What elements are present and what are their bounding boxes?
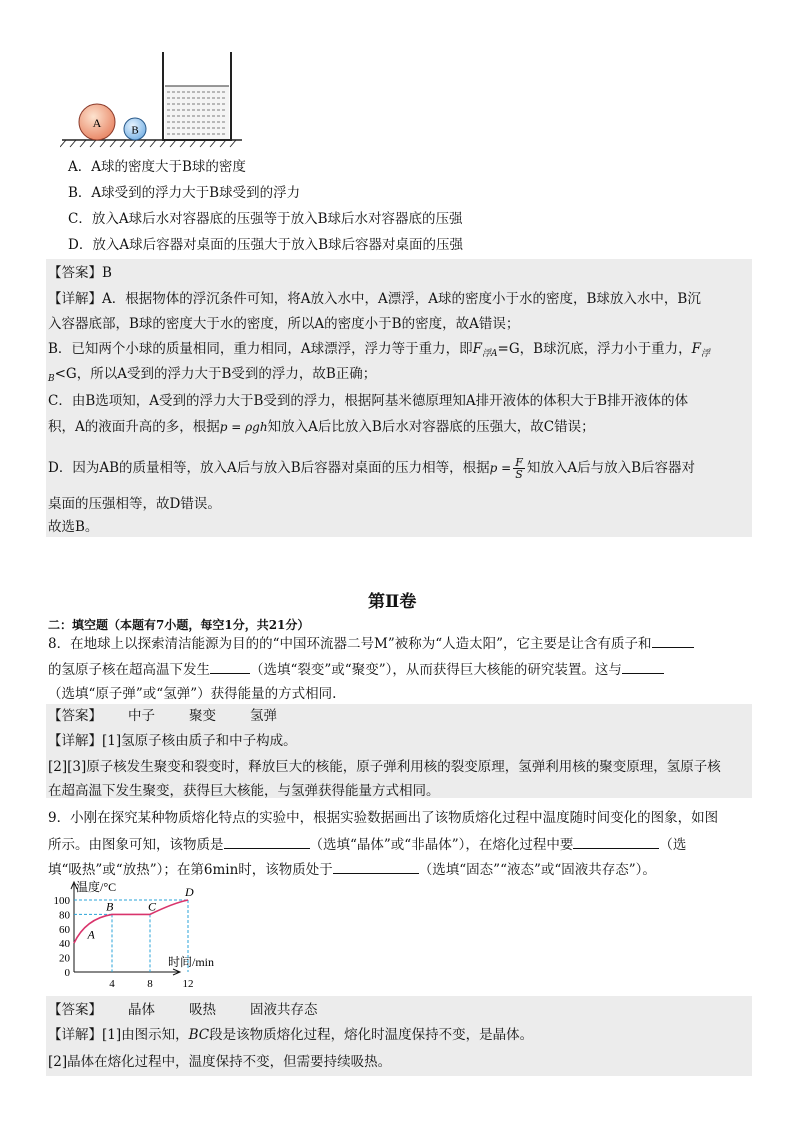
- q7-b-f: F: [472, 341, 483, 357]
- y-tick-label: 100: [53, 895, 70, 907]
- q9-text-4: 填“吸热”或“放热”）；在第6min时，该物质处于: [48, 862, 333, 878]
- q9-detail-1a: 【详解】[1]由图示知，: [48, 1027, 189, 1043]
- ball-b-label: B: [131, 124, 139, 137]
- q7-d-formula-p: p =: [489, 461, 512, 475]
- balls-container-figure: [60, 48, 260, 148]
- option-a: A．A球的密度大于B球的密度: [68, 159, 246, 175]
- q7-detail-b-line-2: [48, 364, 376, 389]
- q7-b-f2: F: [691, 341, 701, 357]
- y-tick-label: 80: [59, 909, 70, 922]
- q8-detail-1: 【详解】[1]氢原子核由质子和中子构成。: [48, 733, 297, 749]
- q7-conclusion: 故选B。: [48, 519, 99, 535]
- melting-curve-chart: [40, 880, 240, 992]
- y-axis-label: 温度/°C: [76, 880, 117, 894]
- q7-b-text-1: B．已知两个小球的质量相同，重力相同，A球漂浮，浮力等于重力，即: [48, 341, 473, 357]
- q7-c-formula: p = ρgh: [219, 420, 268, 434]
- point-label-a: A: [87, 927, 95, 942]
- q9-blank-3[interactable]: [333, 859, 419, 874]
- option-d: D．放入A球后容器对桌面的压强大于放入B球后容器对桌面的压强: [68, 237, 463, 253]
- q8-line-1: [48, 633, 694, 654]
- q8-blank-3[interactable]: [622, 659, 664, 674]
- q8-blank-1[interactable]: [652, 633, 694, 648]
- q7-c-text-2: 知放入A后比放入B后水对容器底的压强大，故C错误；: [267, 419, 595, 435]
- q7-detail-b-line-1: [48, 339, 710, 364]
- q8-answer-3: 氢弹: [250, 708, 277, 724]
- q7-answer: 【答案】B: [48, 265, 112, 281]
- q9-detail-1: [48, 1025, 533, 1045]
- option-b: B．A球受到的浮力大于B球受到的浮力: [68, 185, 301, 201]
- section-title: 第Ⅱ卷: [368, 592, 417, 612]
- q7-d-denominator: S: [515, 468, 523, 481]
- q9-detail-2: [2]晶体在熔化过程中，温度保持不变，但需要持续吸热。: [48, 1054, 392, 1070]
- q7-d-text-2: 知放入A后与放入B后容器对: [526, 460, 696, 476]
- x-tick-label: 4: [109, 978, 115, 990]
- q9-text-3: （选: [659, 837, 687, 853]
- q9-line-3: [48, 859, 656, 880]
- q7-d-fraction: [513, 457, 525, 480]
- point-label-d: D: [185, 885, 194, 899]
- q8-text-2: 的氢原子核在超高温下发生: [48, 662, 210, 678]
- q7-detail-d-line-1: [48, 457, 695, 480]
- y-tick-label: 20: [59, 952, 70, 965]
- q9-text-2: （选填“晶体”或“非晶体”），在熔化过程中要: [309, 837, 574, 853]
- q7-b-sub: 浮A: [482, 349, 498, 359]
- q9-answer-2: 吸热: [189, 1002, 216, 1018]
- q7-detail-line-2: 入容器底部，B球的密度大于水的密度，所以A的密度小于B的密度，故A错误；: [48, 316, 520, 332]
- q9-answer-1: 晶体: [128, 1002, 155, 1018]
- x-tick-label: 12: [182, 978, 194, 990]
- section-header: 二：填空题（本题有7小题，每空1分，共21分）: [48, 618, 310, 632]
- q9-text-5: （选填“固态”“液态”或“固液共存态”）。: [418, 862, 656, 878]
- q8-detail-3: 在超高温下发生聚变，获得巨大核能，与氢弹获得能量方式相同。: [48, 783, 440, 799]
- q8-answer-label: 【答案】: [48, 708, 102, 724]
- x-tick-label: 8: [147, 978, 153, 990]
- q7-detail-line-1: 【详解】A．根据物体的浮沉条件可知，将A放入水中，A漂浮，A球的密度小于水的密度，B球放入水中，B沉: [48, 291, 701, 307]
- q8-answer-2: 聚变: [189, 708, 216, 724]
- y-tick-label: 40: [59, 938, 70, 951]
- q9-text-1: 所示。由图象可知，该物质是: [48, 837, 224, 853]
- q7-d-text-1: D．因为AB的质量相等，放入A后与放入B后容器对桌面的压力相等，根据: [48, 460, 490, 476]
- q8-text-1: 8．在地球上以探索清洁能源为目的的“中国环流器二号M”被称为“人造太阳”，它主要是让含有质子和: [48, 636, 652, 652]
- container-water: [165, 86, 229, 139]
- point-label-c: C: [148, 899, 157, 914]
- ball-a-label: A: [92, 116, 102, 130]
- q9-blank-2[interactable]: [573, 834, 659, 849]
- q7-b-sub2: 浮: [700, 349, 710, 359]
- q9-blank-1[interactable]: [224, 834, 310, 849]
- q9-answer-row: [48, 1000, 318, 1020]
- q7-b-text-3: <G，所以A受到的浮力大于B受到的浮力，故B正确；: [54, 366, 377, 382]
- y-tick-label: 60: [59, 923, 70, 936]
- option-c: C．放入A球后水对容器底的压强等于放入B球后水对容器底的压强: [68, 211, 463, 227]
- q7-detail-c-line-1: C．由B选项知，A受到的浮力大于B受到的浮力，根据阿基米德原理知A排开液体的体积大于B排开液体的体: [48, 393, 689, 409]
- q8-answer-1: 中子: [128, 708, 155, 724]
- q9-detail-1b: 段是该物质熔化过程，熔化时温度保持不变，是晶体。: [209, 1027, 534, 1043]
- y-tick-label: 0: [64, 967, 70, 979]
- q8-line-2: [48, 659, 664, 680]
- q9-line-2: [48, 834, 686, 855]
- q8-detail-2: [2][3]原子核发生聚变和裂变时，释放巨大的核能，原子弹利用核的裂变原理，氢弹利用核的聚变原理，氢原子核: [48, 759, 721, 775]
- q7-c-text-1: 积，A的液面升高的多，根据: [48, 419, 220, 435]
- q7-detail-d-line-2: 桌面的压强相等，故D错误。: [48, 496, 221, 512]
- q9-answer-label: 【答案】: [48, 1002, 102, 1018]
- q8-text-3: （选填“裂变”或“聚变”），从而获得巨大核能的研究装置。这与: [250, 662, 622, 678]
- x-axis-label: 时间/min: [168, 955, 215, 969]
- q9-line-1: 9．小刚在探究某种物质熔化特点的实验中，根据实验数据画出了该物质熔化过程中温度随时间变化的图象，如图: [48, 810, 719, 826]
- point-label-b: B: [106, 899, 114, 914]
- q8-answer-row: [48, 706, 277, 726]
- q7-b-sub3: B: [48, 374, 55, 384]
- q9-answer-3: 固液共存态: [250, 1002, 318, 1018]
- q9-detail-bc: BC: [188, 1027, 210, 1043]
- q8-blank-2[interactable]: [210, 659, 250, 674]
- q8-line-3: （选填“原子弹”或“氢弹”）获得能量的方式相同.: [48, 686, 337, 702]
- q7-detail-c-line-2: [48, 417, 595, 437]
- q7-b-text-2: =G，B球沉底，浮力小于重力，: [497, 341, 692, 357]
- q7-d-numerator: F: [515, 456, 523, 469]
